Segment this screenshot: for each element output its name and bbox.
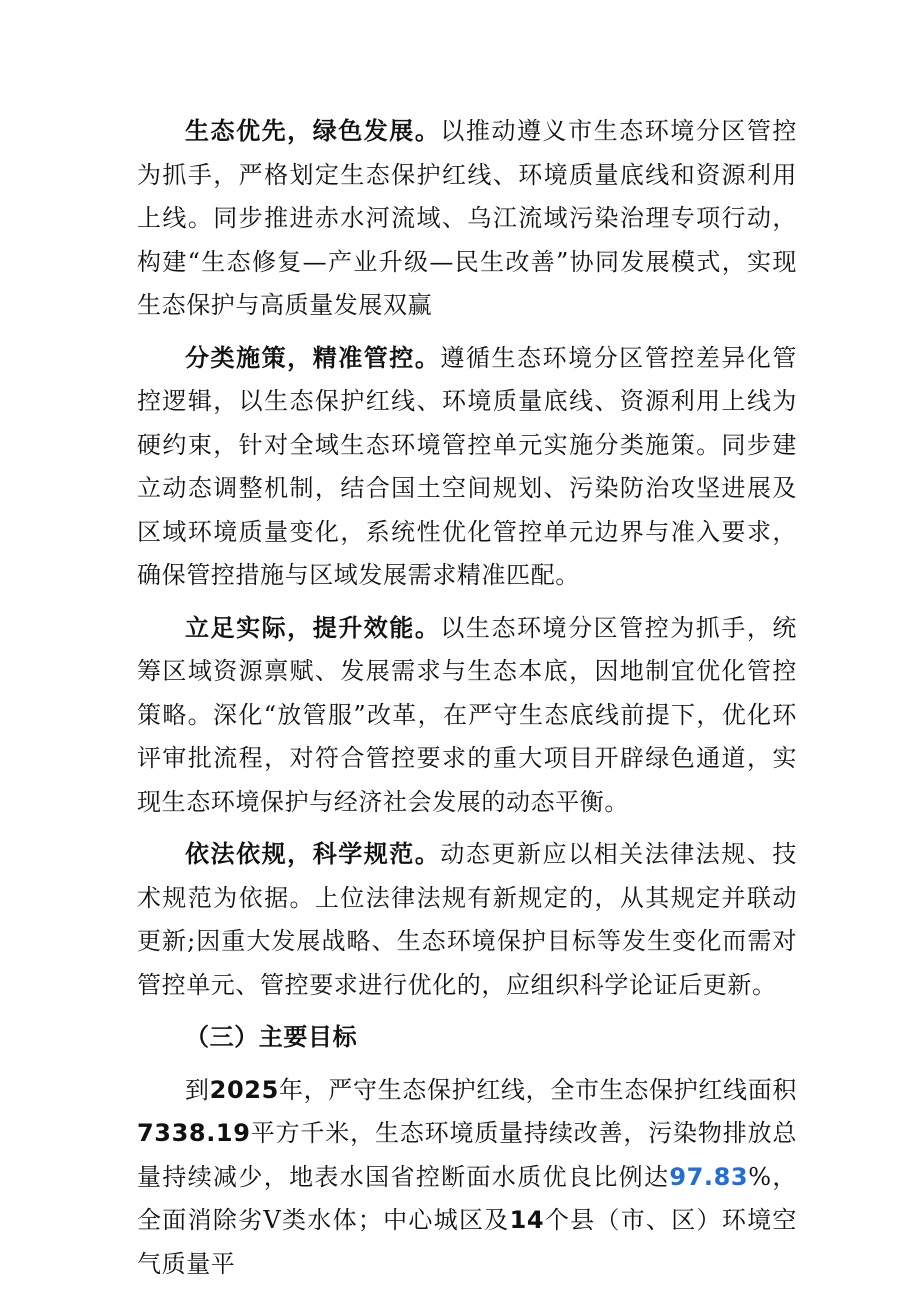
principle-paragraph-3 bbox=[137, 607, 797, 825]
principle-paragraph-1 bbox=[137, 110, 797, 328]
goals-count: 14 bbox=[509, 1206, 545, 1234]
goals-text-2: 年，严守生态保护红线，全市生态保护红线面积 bbox=[278, 1075, 797, 1104]
section-heading: （三）主要目标 bbox=[185, 1023, 358, 1051]
principle-title-3: 立足实际，提升效能。 bbox=[185, 613, 441, 642]
principle-paragraph-2 bbox=[137, 337, 797, 598]
goals-text-3: 平方千米，生态环境质量持续改善，污染物排放总量持续减少，地表水国省控断面水质优良比例达 bbox=[137, 1119, 797, 1191]
goals-area: 7338.19 bbox=[137, 1119, 251, 1147]
principle-title-4: 依法依规，科学规范。 bbox=[185, 840, 441, 868]
principle-title-1: 生态优先，绿色发展。 bbox=[185, 117, 441, 145]
principle-body-4: 动态更新应以相关法律法规、技术规范为依据。上位法律法规有新规定的，从其规定并联动更新;因重大发展战略、生态环境保护目标等发生变化而需对管控单元、管控要求进行优化的，应组织科学论证后更新。 bbox=[137, 840, 797, 999]
goals-text-5: 个县（市、区）环境空气质量平 bbox=[137, 1206, 797, 1278]
principle-body-2: 遵循生态环境分区管控差异化管控逻辑，以生态保护红线、环境质量底线、资源利用上线为硬约束，针对全域生态环境管控单元实施分类施策。同步建立动态调整机制，结合国土空间规划、污染防治攻坚进展及区域环境质量变化，系统性优化管控单元边界与准入要求，确保管控措施与区域发展需求精准匹配。 bbox=[137, 343, 797, 589]
goals-year: 2025 bbox=[209, 1075, 279, 1104]
document-page bbox=[137, 110, 797, 1295]
principle-title-2: 分类施策，精准管控。 bbox=[185, 343, 441, 372]
goals-paragraph bbox=[137, 1069, 797, 1287]
principle-body-1: 以推动遵义市生态环境分区管控为抓手，严格划定生态保护红线、环境质量底线和资源利用上线。同步推进赤水河流域、乌江流域污染治理专项行动，构建“生态修复—产业升级—民生改善”协同发展模式，实现生态保护与高质量发展双赢 bbox=[137, 117, 797, 319]
principle-paragraph-4 bbox=[137, 833, 797, 1007]
goals-ratio: 97.83 bbox=[669, 1162, 749, 1191]
principle-body-3: 以生态环境分区管控为抓手，统筹区域资源禀赋、发展需求与生态本底，因地制宜优化管控策略。深化“放管服”改革，在严守生态底线前提下，优化环评审批流程，对符合管控要求的重大项目开辟绿色通道，实现生态环境保护与经济社会发展的动态平衡。 bbox=[137, 613, 797, 816]
goals-text-1: 到 bbox=[185, 1075, 210, 1104]
goals-text-4: %，全面消除劣V类水体；中心城区及 bbox=[137, 1162, 797, 1234]
